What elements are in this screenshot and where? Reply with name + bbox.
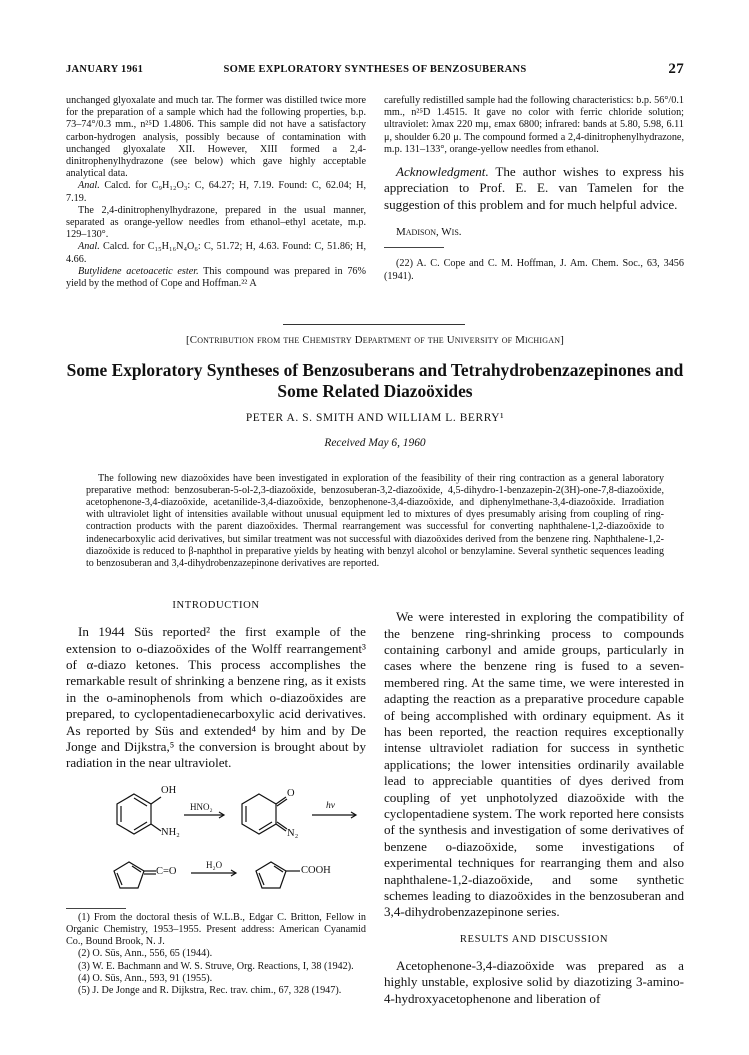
diazooxide-ring — [242, 794, 276, 834]
nh2-label: NH₂ — [161, 826, 180, 838]
footnote-divider — [66, 908, 126, 909]
running-head-title: SOME EXPLORATORY SYNTHESES OF BENZOSUBERANS — [223, 64, 527, 75]
anal-label: Anal. — [78, 241, 100, 253]
dnp-paragraph: The 2,4-dinitrophenylhydrazone, prepared in the usual manner, separated as orange-yellow needles from ethanol–ethyl acetate, m.p. 129–130°. — [66, 204, 366, 241]
experimental-paragraph: unchanged glyoxalate and much tar. The former was distilled twice more for the preparation of a sample which had the following properties, b.p. 73–74°/0.3 mm., n²⁵D 1.4806. This sample did not have a satisfactory carbon-hydrogen analysis, possibly because of contamination with unchanged glyoxalate XII. However, XIII formed a 2,4-dinitrophenylhydrazone (see below) which gave highly acceptable analytical data. — [66, 95, 366, 180]
reference-22: (22) A. C. Cope and C. M. Hoffman, J. Am. Chem. Soc., 63, 3456 (1941). — [384, 258, 684, 282]
experimental-paragraph: carefully redistilled sample had the following characteristics: b.p. 56°/0.1 mm., n²⁵D 1.4515. It gave no color with ferric chloride solution; ultraviolet: λmax 220 mμ, εmax 6800; infrared: bands at 5.80, 5.98, 6.11 μ, shoulder 6.20 μ. The compound formed a 2,4-dinitrophenylhydrazone, m.p. 131–133°, orange-yellow needles from ethanol. — [384, 95, 684, 155]
anal-text: Calcd. for C₁₅H₁₆N₄O₆: C, 51.72; H, 4.63. Found: C, 51.86; H, 4.66. — [66, 241, 366, 265]
contribution-line: [Contribution from the Chemistry Department of the University of Michigan] — [186, 334, 564, 346]
oh-label: OH — [161, 784, 177, 796]
cooh-label: COOH — [301, 864, 331, 876]
authors: PETER A. S. SMITH AND WILLIAM L. BERRY¹ — [245, 412, 505, 424]
introduction-text: In 1944 Süs reported² the first example of the extension to o-diazoöxides of the Wolff rearrangement³ of α-diazo ketones. This process accomplishes the remarkable result of shrinking a benzene ring, as it exists in the o-aminophenols from which o-diazoöxides are prepared, to cyclopentadienecarboxylic acid derivatives. As reported by Süs and extended⁴ by him and by De Jonge and Dijkstra,⁵ the conversion is brought about by radiation in the near ultraviolet. — [66, 624, 366, 771]
compound-label: Butylidene acetoacetic ester. — [78, 265, 199, 277]
abstract: The following new diazoöxides have been investigated in exploration of the feasibility of their ring contraction as a general laboratory preparative method: benzosuberan-5-ol-2,3-diazoöxide, benzosuberan-3,2-diazoöxide, 4,5-dihydro-1-benzazepin-2(3H)-one-7,8-diazoöxide, acetophenone-3,4-diazoöxide, acetanilide-3,4-diazoöxide, benzophenone-3,4-diazoöxide, and diphenylmethane-3,4-diazoöxide. Irradiation with ultraviolet light of intensities available without unusual equipment led to mixtures of dyes presumably arising from coupling of ring-contraction products with the parent diazoöxides. Thermal rearrangement was successful for converting naphthalene-1,2-diazoöxide to indenecarboxylic acid derivatives, but similar treatment was not successful with diazoöxides derived from the benzene ring. Naphthalene-1,2-diazoöxide is reduced to β-naphthol in preparative yields by heating with benzyl alcohol or benzylamine. Several synthetic sequences leading to benzosuberan and 3,4-dihydrobenzazepinone derivatives are reported. — [86, 473, 664, 569]
top-left-column — [66, 95, 366, 290]
footnote-divider — [384, 247, 444, 248]
top-right-column — [384, 95, 684, 283]
acknowledgment-heading: Acknowledgment. — [396, 164, 489, 180]
results-heading: RESULTS AND DISCUSSION — [459, 933, 609, 945]
received-date: Received May 6, 1960 — [324, 437, 426, 449]
anal-label: Anal. — [78, 180, 100, 192]
cyclopentadiene-ring-1 — [114, 862, 144, 888]
page-number: 27 — [668, 61, 684, 77]
article-title: Some Exploratory Syntheses of Benzosuberans and Tetrahydrobenzazepinones and Some Related Diazoöxides — [66, 360, 684, 401]
compound-text: This compound was prepared in 76% yield by the method of Cope and Hoffman.²² A — [66, 265, 366, 290]
h2o-label: H₂O — [206, 859, 223, 870]
footnote-4: (4) O. Süs, Ann., 593, 91 (1955). — [78, 972, 213, 984]
running-head — [66, 61, 684, 80]
bottom-left-column — [66, 600, 366, 997]
running-head-date: JANUARY 1961 — [66, 64, 144, 75]
acknowledgment-text: The author wishes to express his appreciation to Prof. E. E. van Tamelen for the suggestion of this problem and for much helpful advice. — [384, 164, 684, 212]
motivation-paragraph: We were interested in exploring the compatibility of the benzene ring-shrinking process to compounds containing carbonyl and amide groups, particularly in cases where the benzene ring is fused to a seven-membered ring. At the same time, we were interested in adapting the reaction as a preparative procedure capable of being accomplished with ordinary equipment. As it has been reported, the reaction requires exceptionally intense ultraviolet radiation for success in synthetic applications; the lower intensities ordinarily available lead to appreciable quantities of dyes derived from coupling of yet unphotolyzed diazoöxide with the cyclopentadiene system. The work reported here consists of the synthesis and investigation of some derivatives of benzene o-diazoöxide, some investigations of experimental techniques for rearranging them and also naphthalene-1,2-diazoöxide, and some synthetic schemes leading to diazoöxides in the benzosuberan and 3,4-dihydrobenzazepinone series. — [384, 609, 684, 920]
n2-label: N₂ — [287, 827, 299, 839]
footnotes — [66, 912, 366, 997]
butylidene-paragraph — [66, 266, 366, 290]
footnote-2: (2) O. Süs, Ann., 556, 65 (1944). — [78, 948, 213, 960]
hv-label: hν — [326, 800, 335, 811]
footnote-3: (3) W. E. Bachmann and W. S. Struve, Org. Reactions, I, 38 (1942). — [78, 960, 354, 972]
o-label: O — [287, 787, 295, 799]
cyclopentadiene-ring-2 — [256, 862, 286, 888]
affiliation-location: Madison, Wis. — [396, 226, 462, 239]
reaction-scheme — [66, 785, 366, 903]
footnote-5: (5) J. De Jonge and R. Dijkstra, Rec. trav. chim., 67, 328 (1947). — [78, 985, 342, 997]
hno2-label: HNO₂ — [190, 801, 213, 812]
footnote-1: (1) From the doctoral thesis of W.L.B., Edgar C. Britton, Fellow in Organic Chemistry, 1953–1955. Present address: American Cyanamid Co., Bound Brook, N. J. — [66, 911, 366, 948]
introduction-heading: INTRODUCTION — [172, 600, 260, 611]
anal-text: Calcd. for C₉H₁₂O₃: C, 64.27; H, 7.19. Found: C, 62.04; H, 7.19. — [66, 180, 366, 204]
ketene-label: C=O — [156, 865, 177, 877]
acknowledgment — [384, 164, 684, 213]
analysis-paragraph — [66, 180, 366, 204]
benzene-ring-1 — [117, 794, 151, 834]
reaction-scheme-drawing — [66, 785, 366, 903]
analysis-paragraph — [66, 241, 366, 265]
bottom-right-column — [384, 596, 684, 1020]
article-divider — [283, 324, 465, 325]
results-paragraph: Acetophenone-3,4-diazoöxide was prepared as a highly unstable, explosive solid by diazotizing 3-amino-4-hydroxyacetophenone and liberation of — [384, 958, 684, 1006]
